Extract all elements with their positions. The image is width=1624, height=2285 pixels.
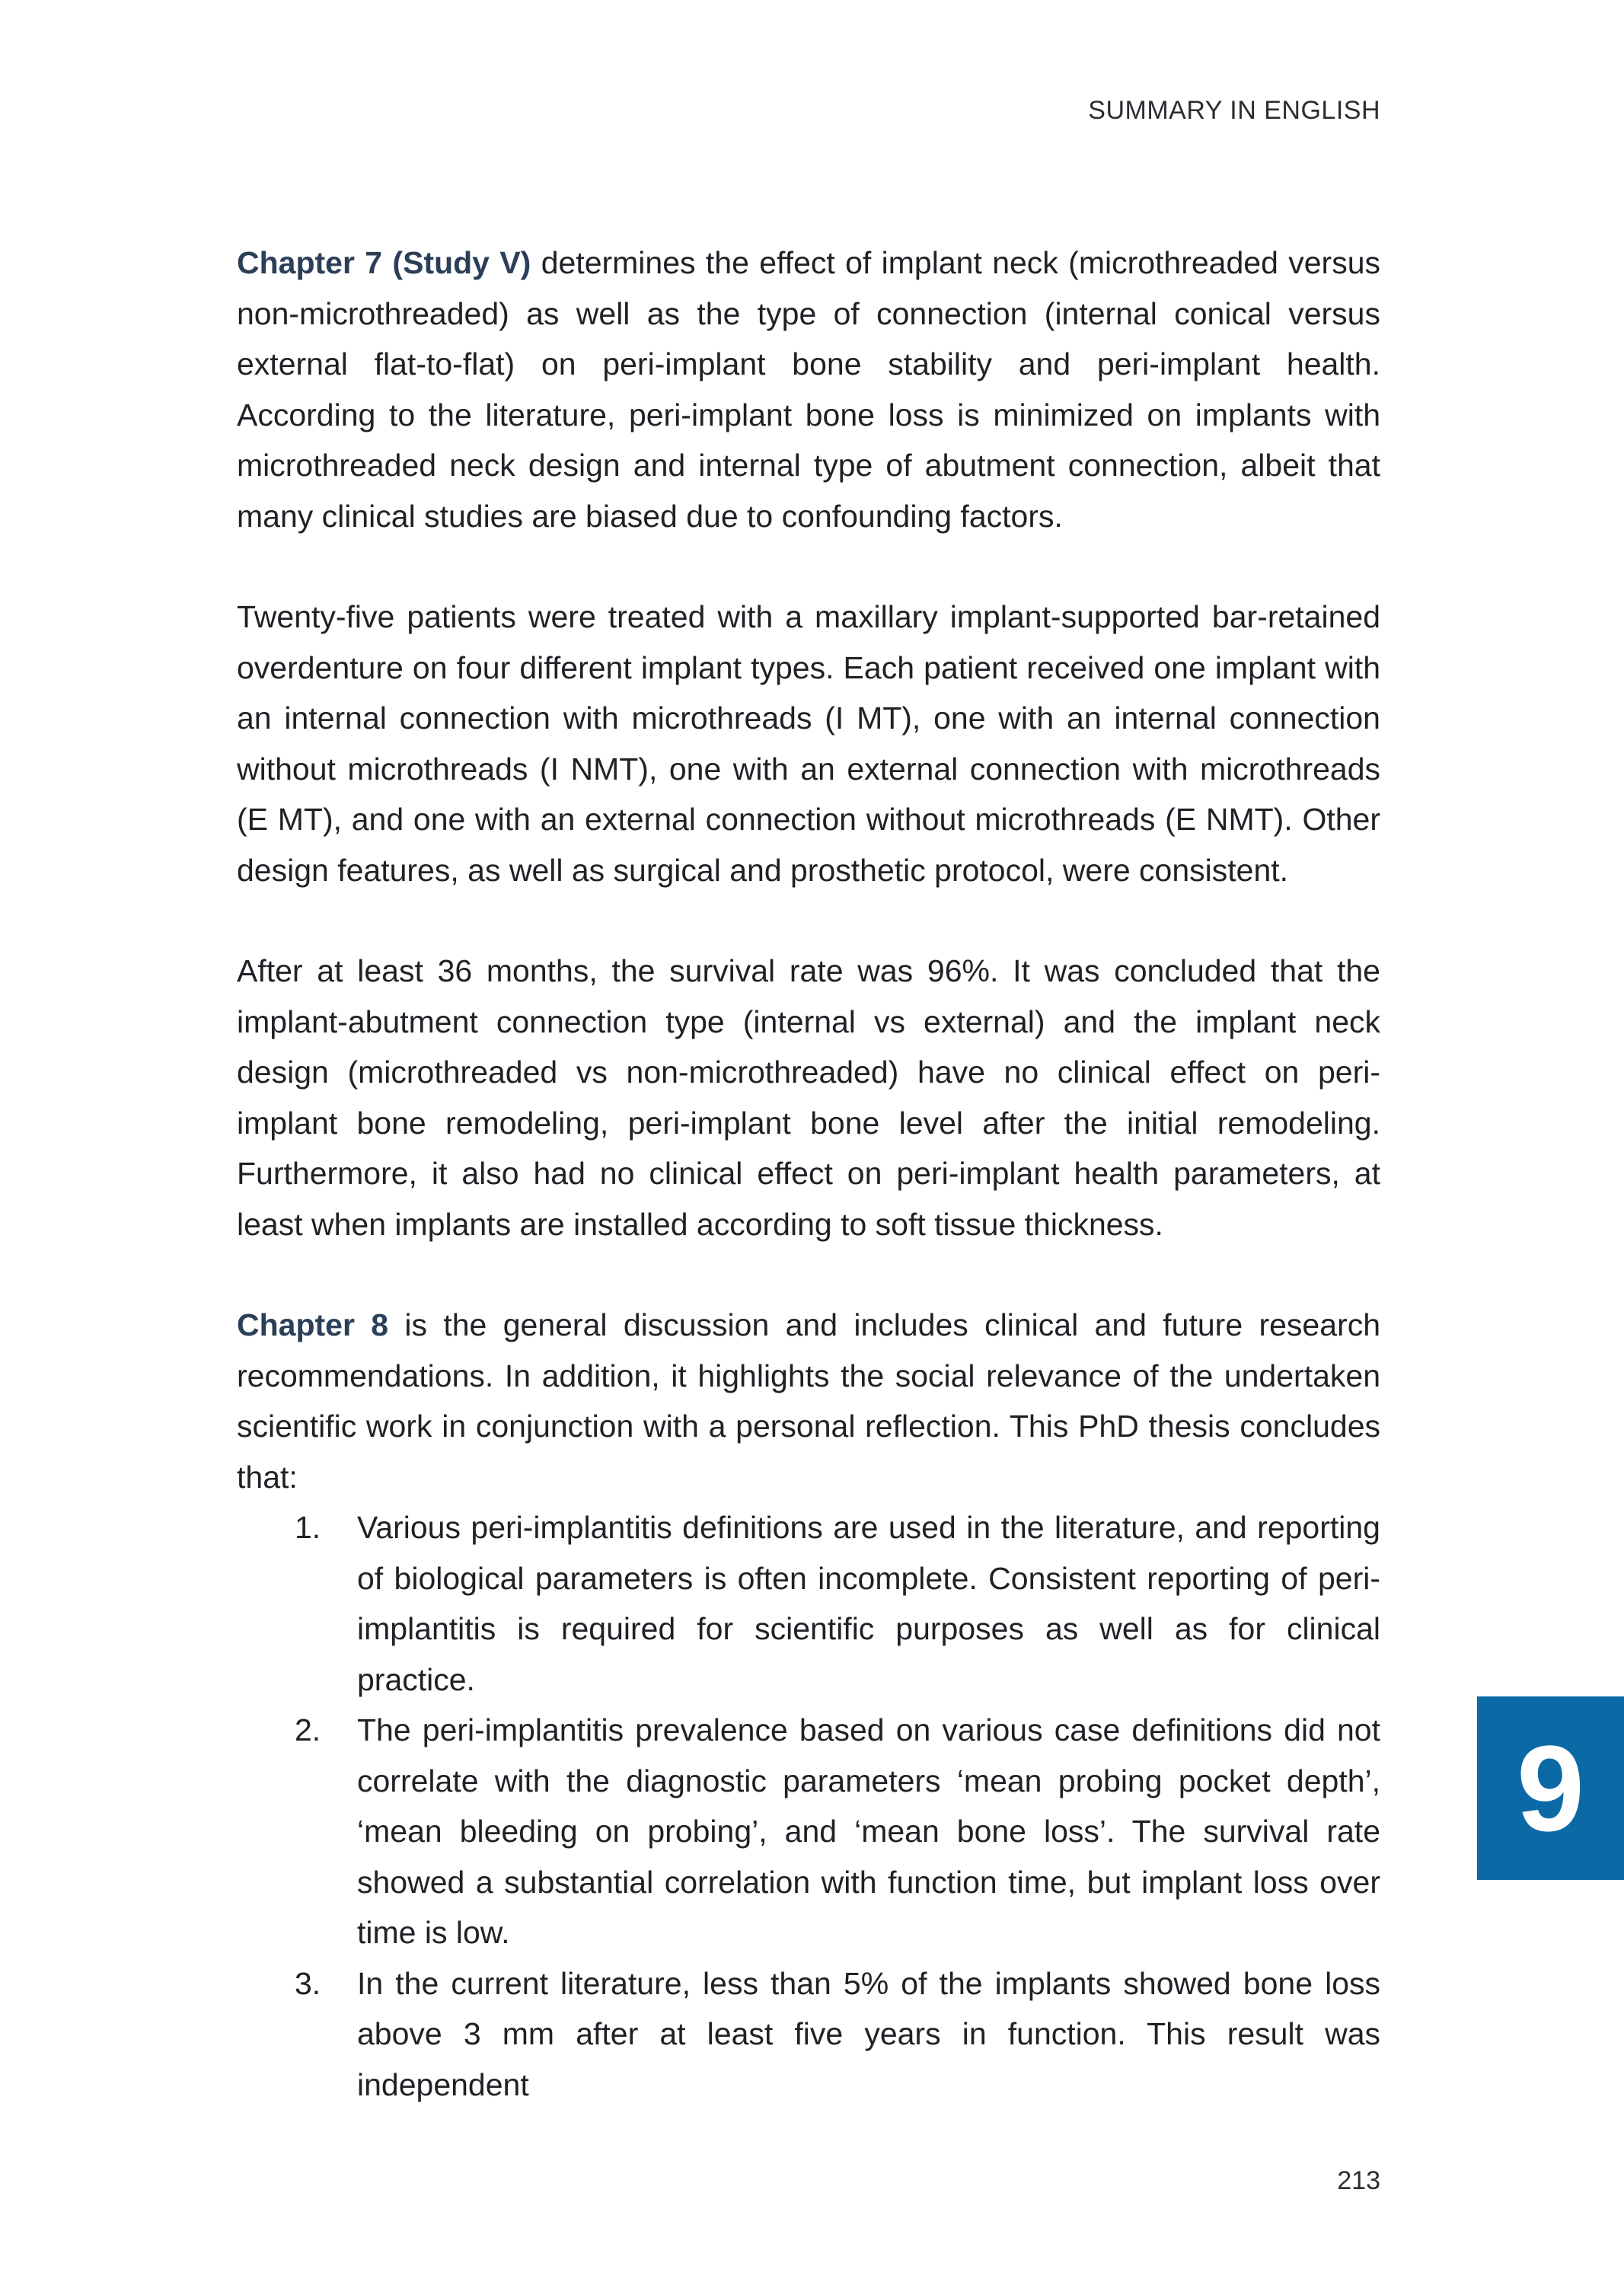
page-number: 213 xyxy=(1337,2166,1380,2195)
paragraph-chapter-7 xyxy=(237,238,1380,541)
conclusion-number: 1. xyxy=(295,1510,321,1545)
body-text xyxy=(237,238,1380,2110)
paragraph-results xyxy=(237,946,1380,1249)
chapter-8-text: is the general discussion and includes clinical and future research recommendations. In addition, it highlights the social relevance of the undertaken scientific work in conjunction with a personal reflection. This PhD thesis concludes that: xyxy=(237,1307,1380,1495)
patients-text: Twenty-five patients were treated with a maxillary implant-supported bar-retained overdenture on four different implant types. Each patient received one implant with an internal connection with microthreads (I MT), one with an internal connection without microthreads (I NMT), one with an external connection with microthreads (E MT), and one with an external connection without microthreads (E NMT). Other design features, as well as surgical and prosthetic protocol, were consistent. xyxy=(237,599,1380,888)
conclusion-item xyxy=(237,1502,1380,1705)
paragraph-chapter-8 xyxy=(237,1300,1380,1502)
chapter-7-lead: Chapter 7 (Study V) xyxy=(237,245,531,280)
results-text: After at least 36 months, the survival rate was 96%. It was concluded that the implant-abutment connection type (internal vs external) and the implant neck design (microthreaded vs non-microthreaded) have no clinical effect on peri-implant bone remodeling, peri-implant bone level after the initial remodeling. Furthermore, it also had no clinical effect on peri-implant health parameters, at least when implants are installed according to soft tissue thickness. xyxy=(237,953,1380,1242)
paragraph-patients xyxy=(237,592,1380,895)
conclusion-item xyxy=(237,1958,1380,2111)
chapter-8-lead: Chapter 8 xyxy=(237,1307,389,1342)
conclusion-number: 3. xyxy=(295,1965,321,2001)
conclusion-text: The peri-implantitis prevalence based on various case definitions did not correlate with the diagnostic parameters ‘mean probing pocket depth’, ‘mean bleeding on probing’, and ‘mean bone loss’. The survival rate showed a substantial correlation with function time, but implant loss over time is low. xyxy=(357,1712,1380,1950)
chapter-7-text: determines the effect of implant neck (microthreaded versus non-microthreaded) as well as the type of connection (internal conical versus external flat-to-flat) on peri-implant bone stability and peri-implant health. According to the literature, peri-implant bone loss is minimized on implants with microthreaded neck design and internal type of abutment connection, albeit that many clinical studies are biased due to confounding factors. xyxy=(237,245,1381,534)
conclusion-text: In the current literature, less than 5% of the implants showed bone loss above 3 mm after at least five years in function. This result was independent xyxy=(357,1965,1380,2102)
conclusion-text: Various peri-implantitis definitions are used in the literature, and reporting of biological parameters is often incomplete. Consistent reporting of peri-implantitis is required for scientific purposes as well as for clinical practice. xyxy=(357,1510,1380,1697)
conclusion-item xyxy=(237,1705,1380,1958)
running-title: SUMMARY IN ENGLISH xyxy=(1088,96,1380,125)
conclusions-list xyxy=(237,1502,1380,2110)
chapter-tab: 9 xyxy=(1477,1696,1624,1880)
conclusion-number: 2. xyxy=(295,1712,321,1747)
